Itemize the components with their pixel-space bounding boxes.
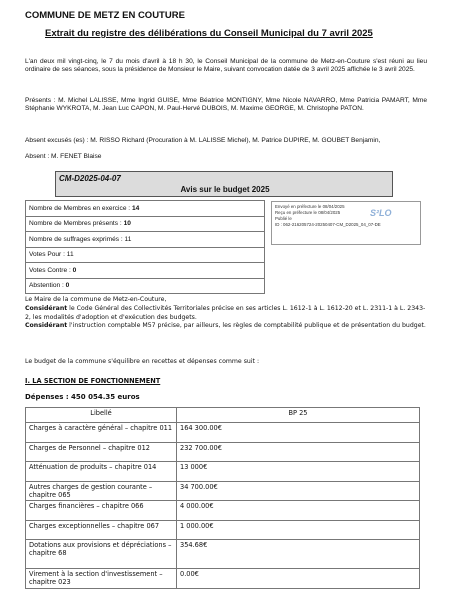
budget-line-label: Charges de Personnel – chapitre 012 — [26, 442, 177, 462]
vote-stat-value: 11 — [66, 251, 74, 259]
table-row — [26, 462, 420, 482]
budget-line-label: Charges financières – chapitre 066 — [26, 501, 177, 521]
considerant-2-label: Considérant — [25, 322, 68, 329]
deliberation-subject: Avis sur le budget 2025 — [180, 185, 270, 194]
vote-stat-label: Abstention : — [29, 282, 64, 290]
vote-stat-label: Votes Contre : — [29, 266, 71, 274]
vote-stat-cell — [26, 278, 265, 294]
depenses-total: Dépenses : 450 054.35 euros — [25, 393, 140, 401]
budget-balance-line: Le budget de la commune s'équilibre en recettes et dépenses comme suit : — [25, 358, 260, 365]
deliberation-code: CM-D2025-04-07 — [59, 174, 121, 183]
budget-line-value: 354.68€ — [177, 540, 420, 569]
vote-stat-cell — [26, 201, 265, 217]
budget-line-label: Charges à caractère général – chapitre 011 — [26, 423, 177, 443]
table-row — [26, 481, 420, 501]
section-title: I. LA SECTION DE FONCTIONNEMENT — [25, 377, 161, 385]
vote-stat-row — [26, 216, 265, 232]
table-row — [26, 501, 420, 521]
col-header-bp25: BP 25 — [177, 408, 420, 423]
vote-stat-value: 14 — [132, 204, 140, 212]
table-row — [26, 569, 420, 589]
excuses-paragraph: Absent excusés (es) : M. RISSO Richard (Procuration à M. LALISSE Michel), M. Patrice DUPIRE, M. GOUBET Benjamin, — [25, 137, 381, 144]
budget-line-value: 13 000€ — [177, 462, 420, 482]
budget-line-value: 4 000.00€ — [177, 501, 420, 521]
considerant-2 — [25, 322, 427, 331]
table-row — [26, 442, 420, 462]
budget-table-header — [26, 408, 420, 423]
budget-line-value: 232 700.00€ — [177, 442, 420, 462]
considerant-1-label: Considérant — [25, 305, 68, 312]
vote-stat-label: Nombre de Membres en exercice : — [29, 204, 131, 212]
considerant-1 — [25, 305, 427, 322]
budget-line-label: Autres charges de gestion courante – chapitre 065 — [26, 481, 177, 501]
presents-paragraph: Présents : M. Michel LALISSE, Mme Ingrid GUISE, Mme Béatrice MONTIGNY, Mme Nicole NAVARRO, Mme Patricia PAMART, Mme Stéphanie WYKROTA, M. Jean Luc CAPON, M. Paul-Hervé DUBOIS, M. Maxime GEORGE, M. Christophe PATON. — [25, 97, 427, 112]
vote-stat-cell — [26, 232, 265, 248]
budget-line-label: Virement à la section d'investissement – chapitre 023 — [26, 569, 177, 589]
mayor-line: Le Maire de la commune de Metz-en-Couture, — [25, 296, 167, 303]
budget-line-value: 0.00€ — [177, 569, 420, 589]
vote-stat-row — [26, 263, 265, 279]
stamp-sent: Envoyé en préfecture le 08/04/2025 — [275, 204, 345, 209]
table-row — [26, 520, 420, 540]
prefecture-stamp — [271, 201, 421, 245]
budget-line-label: Charges exceptionnelles – chapitre 067 — [26, 520, 177, 540]
vote-stat-label: Votes Pour : — [29, 251, 65, 259]
deliberation-reference-box — [55, 171, 393, 197]
budget-line-value: 1 000.00€ — [177, 520, 420, 540]
considerant-1-text: le Code Général des Collectivités Territoriales précise en ses articles L. 1612-1 à L. 1612-20 et L. 2311-1 à L. 2343-2, les modalités d'adoption et d'exécution des budgets. — [25, 305, 426, 321]
stamp-id: ID : 062-216205724-20250407-CM_D2025_04_07-DE — [275, 222, 381, 227]
vote-stat-row — [26, 232, 265, 248]
vote-stat-cell — [26, 263, 265, 279]
stamp-published: Publié le — [275, 216, 292, 221]
absent-paragraph: Absent : M. FENET Blaise — [25, 153, 102, 160]
vote-stat-value: 0 — [72, 266, 77, 274]
table-row — [26, 423, 420, 443]
document-title: Extrait du registre des délibérations du Conseil Municipal du 7 avril 2025 — [45, 28, 373, 39]
budget-table — [25, 407, 420, 589]
considerant-2-text: l'instruction comptable M57 précise, par ailleurs, les règles de comptabilité publique et de présentation du budget. — [67, 322, 426, 329]
slo-logo: S²LO — [370, 208, 392, 218]
vote-stat-value: 10 — [123, 220, 131, 228]
vote-stat-value: 0 — [65, 282, 70, 290]
commune-header: COMMUNE DE METZ EN COUTURE — [25, 10, 185, 21]
budget-line-value: 164 300.00€ — [177, 423, 420, 443]
intro-paragraph: L'an deux mil vingt-cinq, le 7 du mois d'avril à 18 h 30, le Conseil Municipal de la commune de Metz-en-Couture s'est réuni au lieu ordinaire de ses séances, sous la présidence de Monsieur le Maire, suivant convocation datée de 3 avril 2025 affichée le 3 avril 2025. — [25, 58, 427, 73]
vote-stat-label: Nombre de suffrages exprimés : — [29, 235, 123, 243]
vote-stat-cell — [26, 247, 265, 263]
table-row — [26, 540, 420, 569]
col-header-libelle: Libellé — [26, 408, 177, 423]
stamp-received: Reçu en préfecture le 08/04/2025 — [275, 210, 341, 215]
vote-stats-table — [25, 200, 265, 294]
vote-stat-label: Nombre de Membres présents : — [29, 220, 122, 228]
vote-stat-value: 11 — [124, 235, 132, 243]
vote-stat-row — [26, 278, 265, 294]
vote-stat-row — [26, 247, 265, 263]
vote-stat-row — [26, 201, 265, 217]
budget-line-label: Atténuation de produits – chapitre 014 — [26, 462, 177, 482]
vote-stat-cell — [26, 216, 265, 232]
budget-line-value: 34 700.00€ — [177, 481, 420, 501]
budget-line-label: Dotations aux provisions et dépréciations – chapitre 68 — [26, 540, 177, 569]
